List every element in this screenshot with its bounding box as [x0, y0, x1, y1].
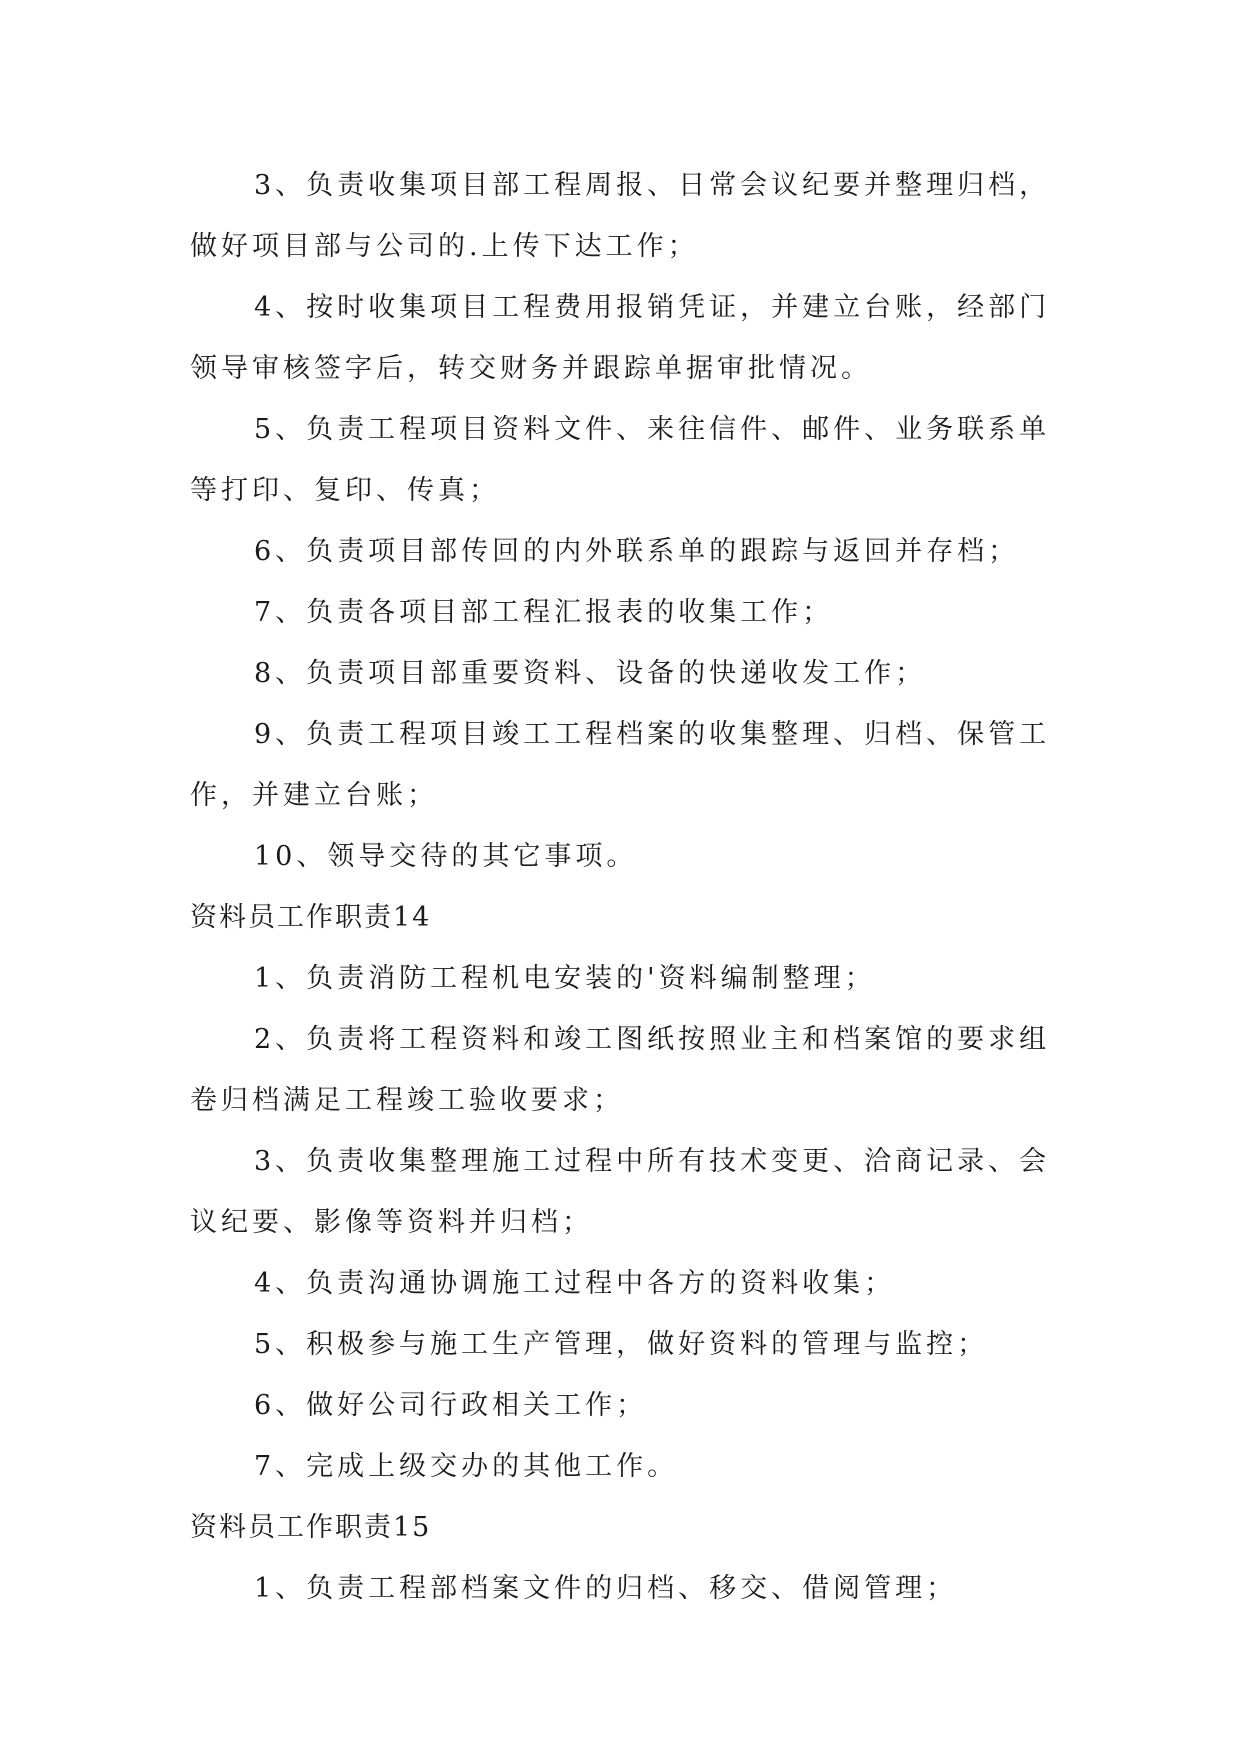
paragraph-item: 7、完成上级交办的其他工作。 [254, 1451, 679, 1482]
document-body [190, 155, 1070, 1619]
paragraph-item: 10、领导交待的其它事项。 [254, 841, 638, 872]
paragraph-item: 7、负责各项目部工程汇报表的收集工作； [254, 597, 834, 628]
paragraph-item: 3、负责收集项目部工程周报、日常会议纪要并整理归档，做好项目部与公司的.上传下达工作； [190, 170, 1051, 262]
paragraph-item: 1、负责工程部档案文件的归档、移交、借阅管理； [254, 1573, 958, 1604]
paragraph-item: 1、负责消防工程机电安装的'资料编制整理； [254, 963, 876, 994]
paragraph-item: 4、按时收集项目工程费用报销凭证，并建立台账，经部门领导审核签字后，转交财务并跟踪单据审批情况。 [190, 292, 1051, 384]
paragraph-item: 9、负责工程项目竣工工程档案的收集整理、归档、保管工作，并建立台账； [190, 719, 1051, 811]
paragraph-item: 3、负责收集整理施工过程中所有技术变更、洽商记录、会议纪要、影像等资料并归档； [190, 1146, 1051, 1238]
section-heading: 资料员工作职责14 [190, 902, 432, 933]
paragraph-item: 2、负责将工程资料和竣工图纸按照业主和档案馆的要求组卷归档满足工程竣工验收要求； [190, 1024, 1051, 1116]
paragraph-item: 4、负责沟通协调施工过程中各方的资料收集； [254, 1268, 896, 1299]
paragraph-item: 6、负责项目部传回的内外联系单的跟踪与返回并存档； [254, 536, 1020, 567]
paragraph-item: 5、积极参与施工生产管理，做好资料的管理与监控； [254, 1329, 989, 1360]
section-heading: 资料员工作职责15 [190, 1512, 432, 1543]
paragraph-item: 6、做好公司行政相关工作； [254, 1390, 648, 1421]
paragraph-item: 5、负责工程项目资料文件、来往信件、邮件、业务联系单等打印、复印、传真； [190, 414, 1051, 506]
paragraph-item: 8、负责项目部重要资料、设备的快递收发工作； [254, 658, 927, 689]
